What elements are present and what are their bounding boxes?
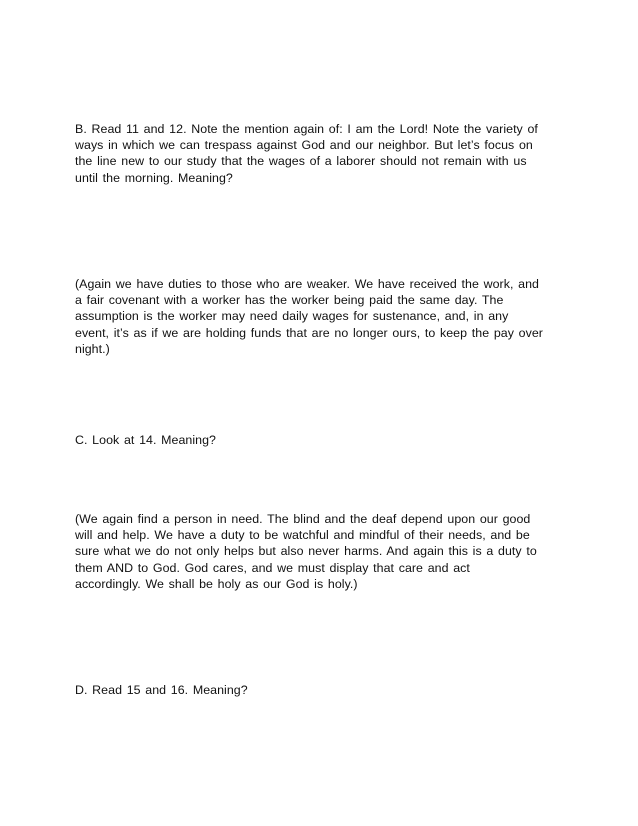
text-line: sure what we do not only helps but also never harms. And again this is a duty to <box>75 544 537 559</box>
paragraph-c-answer <box>75 511 567 592</box>
text-line: until the morning. Meaning? <box>75 170 233 185</box>
text-line: them AND to God. God cares, and we must display that care and act <box>75 560 470 575</box>
text-line: ways in which we can trespass against God and our neighbor. But let’s focus on <box>75 138 533 153</box>
paragraph-c-question <box>75 432 567 448</box>
paragraph-b-question <box>75 121 567 186</box>
text-line: (Again we have duties to those who are weaker. We have received the work, and <box>75 277 539 291</box>
text-line: night.) <box>75 341 110 356</box>
text-line: will and help. We have a duty to be watchful and mindful of their needs, and be <box>75 528 530 543</box>
text-line: B. Read 11 and 12. Note the mention again of: I am the Lord! Note the variety of <box>75 122 538 136</box>
text-line: event, it’s as if we are holding funds that are no longer ours, to keep the pay over <box>75 325 543 340</box>
paragraph-d-question <box>75 682 567 698</box>
text-line: (We again find a person in need. The blind and the deaf depend upon our good <box>75 512 531 526</box>
paragraph-b-answer <box>75 276 567 357</box>
text-line: assumption is the worker may need daily wages for sustenance, and, in any <box>75 309 509 324</box>
text-line: the line new to our study that the wages of a laborer should not remain with us <box>75 154 527 169</box>
text-line: D. Read 15 and 16. Meaning? <box>75 683 248 697</box>
text-line: C. Look at 14. Meaning? <box>75 433 216 447</box>
text-line: a fair covenant with a worker has the worker being paid the same day. The <box>75 293 504 308</box>
text-line: accordingly. We shall be holy as our God is holy.) <box>75 576 358 591</box>
